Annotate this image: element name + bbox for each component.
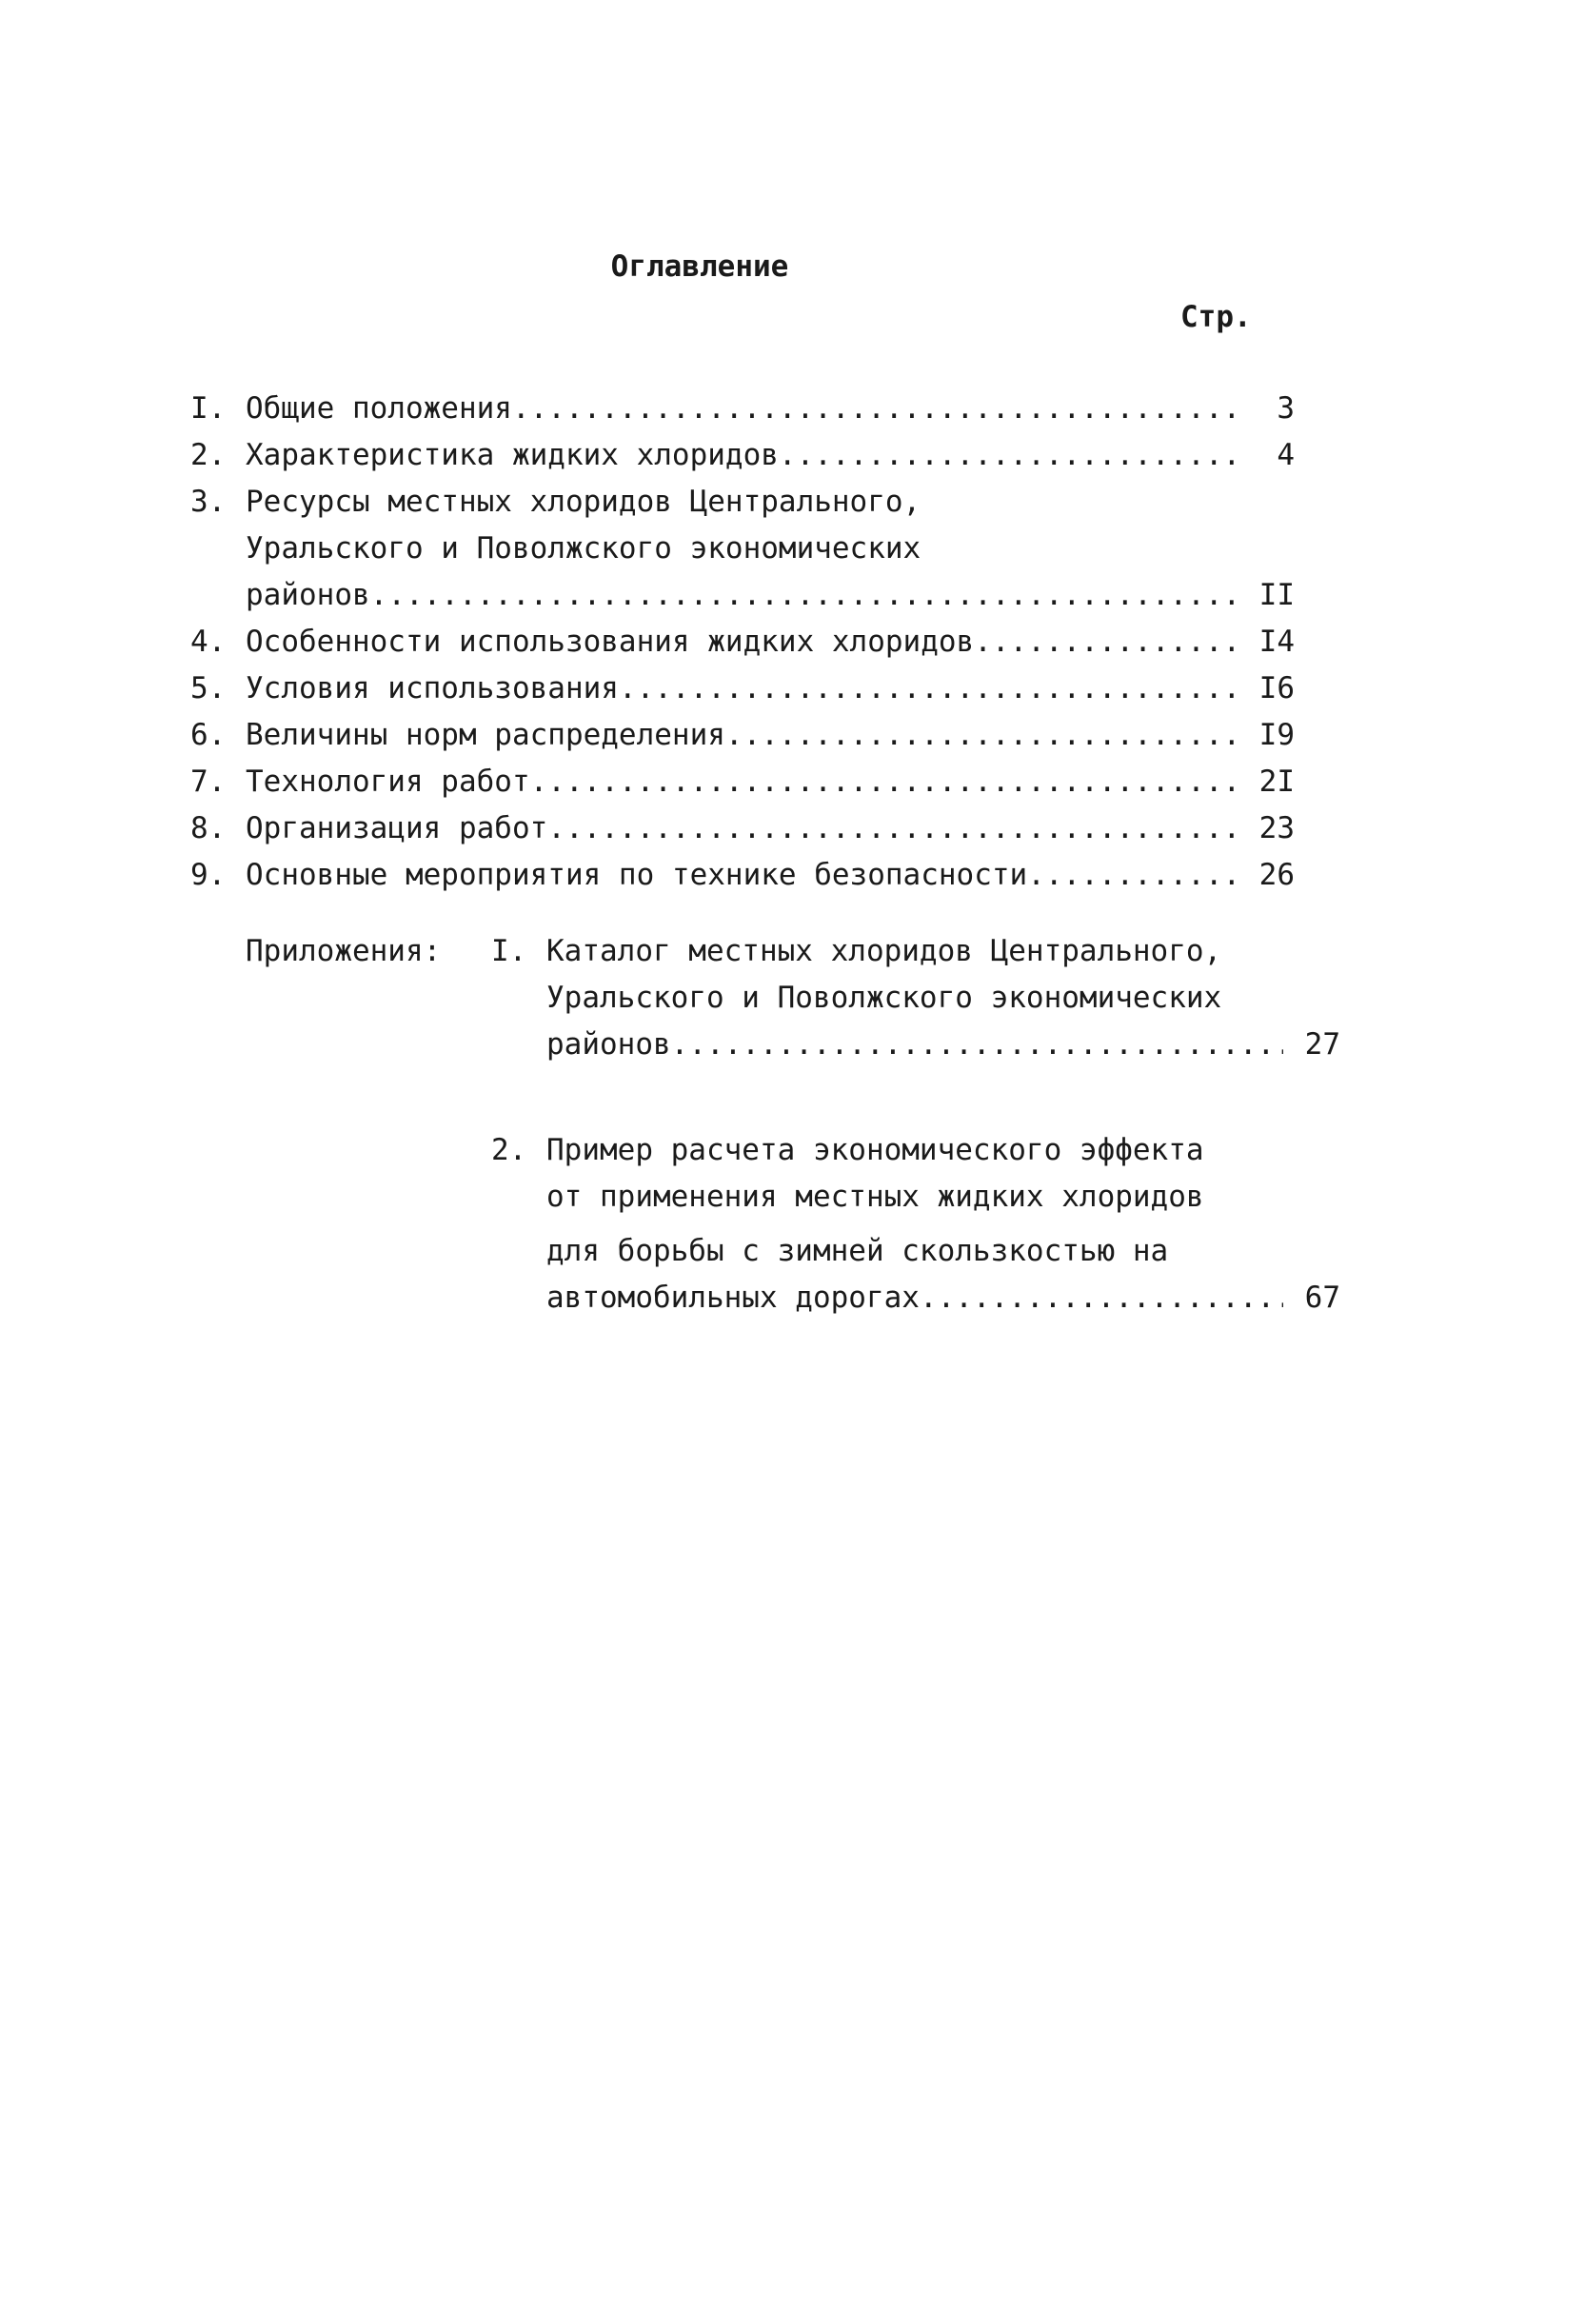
appendix-entry-title-line: Уральского и Поволжского экономических — [546, 981, 1222, 1015]
toc-entry-6 — [190, 712, 1295, 759]
toc-entry-title: Технология работ — [246, 765, 530, 799]
appendix-label: Приложения: — [246, 934, 442, 968]
toc-entry-title: Условия использования — [246, 671, 619, 705]
appendix-entry-title-line: районов — [546, 1027, 671, 1062]
leader-dots — [920, 1275, 1283, 1321]
appendix-entry-number: I. — [491, 934, 527, 968]
leader-dots — [370, 572, 1239, 619]
toc-entry-8 — [190, 805, 1295, 852]
appendix-entry-page: 27 — [1304, 1027, 1340, 1062]
toc-entry-title: Характеристика жидких хлоридов — [246, 438, 779, 472]
leader-dots — [779, 432, 1239, 479]
toc-entry-7 — [190, 759, 1295, 805]
leader-dots — [725, 712, 1239, 759]
appendix-entry-1 — [491, 928, 1340, 1068]
toc-entry-title: Основные мероприятия по технике безопасности — [246, 858, 1028, 892]
toc-entry-title: Организация работ — [246, 811, 548, 845]
toc-entry-number: 2. — [190, 438, 227, 472]
toc-entry-3 — [190, 479, 1295, 619]
appendix-entry-2 — [491, 1127, 1340, 1321]
toc-entry-page: II — [1258, 578, 1295, 612]
table-of-contents — [190, 386, 1295, 899]
toc-entry-number: 7. — [190, 765, 227, 799]
leader-dots — [619, 665, 1239, 712]
appendix-entry-title-line: Пример расчета экономического эффекта — [546, 1133, 1204, 1167]
toc-entry-title-line: Ресурсы местных хлоридов Центрального, — [246, 485, 921, 519]
leader-dots — [671, 1022, 1283, 1068]
toc-entry-5 — [190, 665, 1295, 712]
leader-dots — [530, 759, 1239, 805]
leader-dots — [974, 619, 1239, 665]
toc-entry-number: 3. — [190, 485, 227, 519]
leader-dots — [512, 386, 1239, 432]
appendix-entry-title-line: от применения местных жидких хлоридов — [546, 1180, 1204, 1214]
toc-entry-page: 23 — [1258, 811, 1295, 845]
toc-entry-page: 3 — [1277, 391, 1295, 426]
toc-entry-1 — [190, 386, 1295, 432]
toc-entry-page: 26 — [1258, 858, 1295, 892]
leader-dots — [1027, 852, 1239, 899]
toc-entry-page: I6 — [1258, 671, 1295, 705]
toc-entry-number: 6. — [190, 718, 227, 752]
toc-entry-9 — [190, 852, 1295, 899]
toc-entry-number: 4. — [190, 625, 227, 659]
appendix-entry-title-line: Каталог местных хлоридов Центрального, — [546, 934, 1222, 968]
toc-entry-number: 5. — [190, 671, 227, 705]
appendix-entry-page: 67 — [1304, 1281, 1340, 1315]
toc-entry-2 — [190, 432, 1295, 479]
toc-entry-number: 9. — [190, 858, 227, 892]
toc-entry-4 — [190, 619, 1295, 665]
toc-entry-page: I9 — [1258, 718, 1295, 752]
appendix-entry-title-line: для борьбы с зимней скользкостью на — [546, 1234, 1169, 1268]
toc-entry-title-line: районов — [246, 578, 370, 612]
appendix-entry-title-line: автомобильных дорогах — [546, 1281, 920, 1315]
toc-entry-title: Величины норм распределения — [246, 718, 725, 752]
toc-entry-page: I4 — [1258, 625, 1295, 659]
appendix-section — [246, 928, 1340, 1321]
toc-entry-title: Особенности использования жидких хлоридов — [246, 625, 975, 659]
toc-entry-number: 8. — [190, 811, 227, 845]
toc-entry-title: Общие положения — [246, 391, 512, 426]
toc-entry-page: 2I — [1258, 765, 1295, 799]
toc-entry-page: 4 — [1277, 438, 1295, 472]
page-column-label: Стр. — [1180, 300, 1252, 334]
toc-entry-title-line: Уральского и Поволжского экономических — [246, 531, 921, 566]
toc-entry-number: I. — [190, 391, 227, 426]
appendix-entry-number: 2. — [491, 1133, 527, 1167]
page-title: Оглавление — [610, 249, 789, 284]
leader-dots — [547, 805, 1239, 852]
